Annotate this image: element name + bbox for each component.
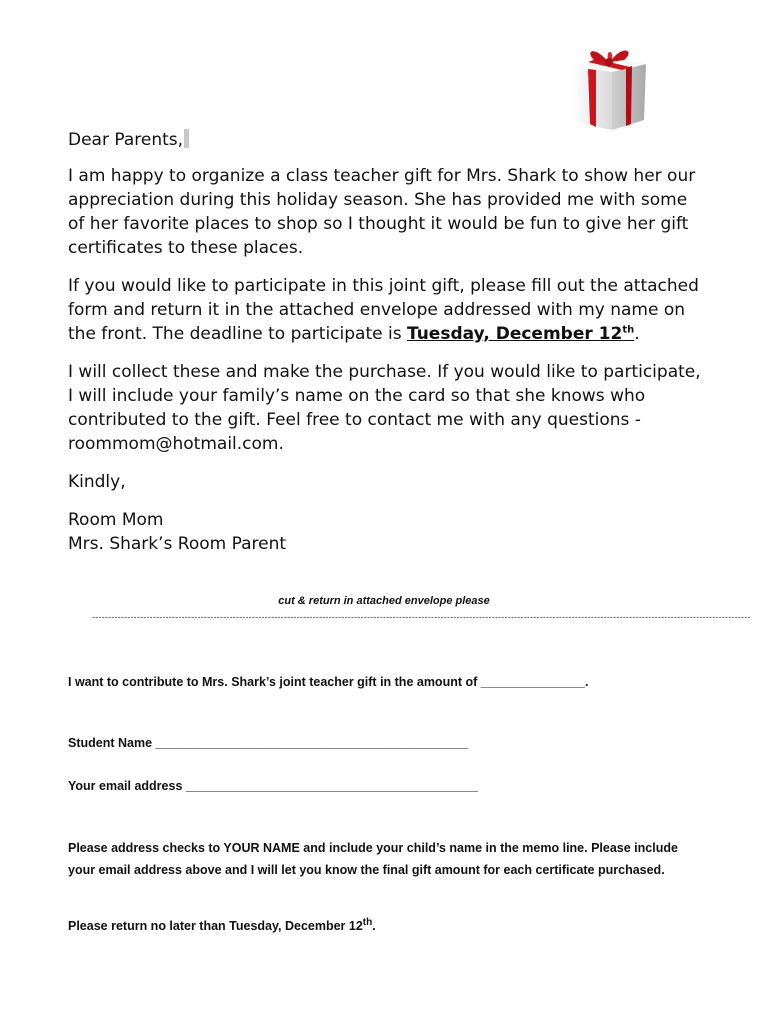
email-address-field[interactable]: Your email address __________________________________________ (68, 779, 478, 793)
greeting: Dear Parents, (68, 128, 708, 152)
signature-title: Mrs. Shark’s Room Parent (68, 534, 287, 554)
signature-name: Room Mom (68, 510, 164, 530)
return-deadline: Please return no later than Tuesday, December 12th. (68, 916, 376, 933)
cut-instruction: cut & return in attached envelope please (278, 595, 490, 607)
paragraph-participate: If you would like to participate in this joint gift, please fill out the attached form and return it in the attached envelope addressed with my name on the front. The deadline to participate is Tuesday, December 12th. (68, 276, 699, 344)
paragraph-collect: I will collect these and make the purchase. If you would like to participate, I will include your family’s name on the card so that she knows who contributed to the gift. Feel free to contact me with any questions - roommom@hotmail.com. (68, 362, 701, 454)
deadline-text: Tuesday, December 12th (406, 324, 635, 344)
paragraph-intro: I am happy to organize a class teacher gift for Mrs. Shark to show her our appreciation during this holiday season. She has provided me with some of her favorite places to shop so I thought it would be fun to give her gift certificates to these places. (68, 166, 696, 258)
cut-line: -------------------------------------------------------------------------------------------------------------------------------------------------------------------------------------------------------------- (92, 612, 751, 622)
text-cursor (184, 129, 189, 148)
closing: Kindly, (68, 472, 126, 492)
letter-body (68, 128, 708, 556)
student-name-field[interactable]: Student Name _____________________________________________ (68, 736, 469, 750)
checks-instruction: Please address checks to YOUR NAME and include your child’s name in the memo line. Please include your email address above and I will let you know the final gift amount for each certificate purchased. (68, 841, 678, 877)
gift-box-icon (566, 44, 650, 134)
contribution-line: I want to contribute to Mrs. Shark’s joint teacher gift in the amount of _______________. (68, 675, 589, 689)
